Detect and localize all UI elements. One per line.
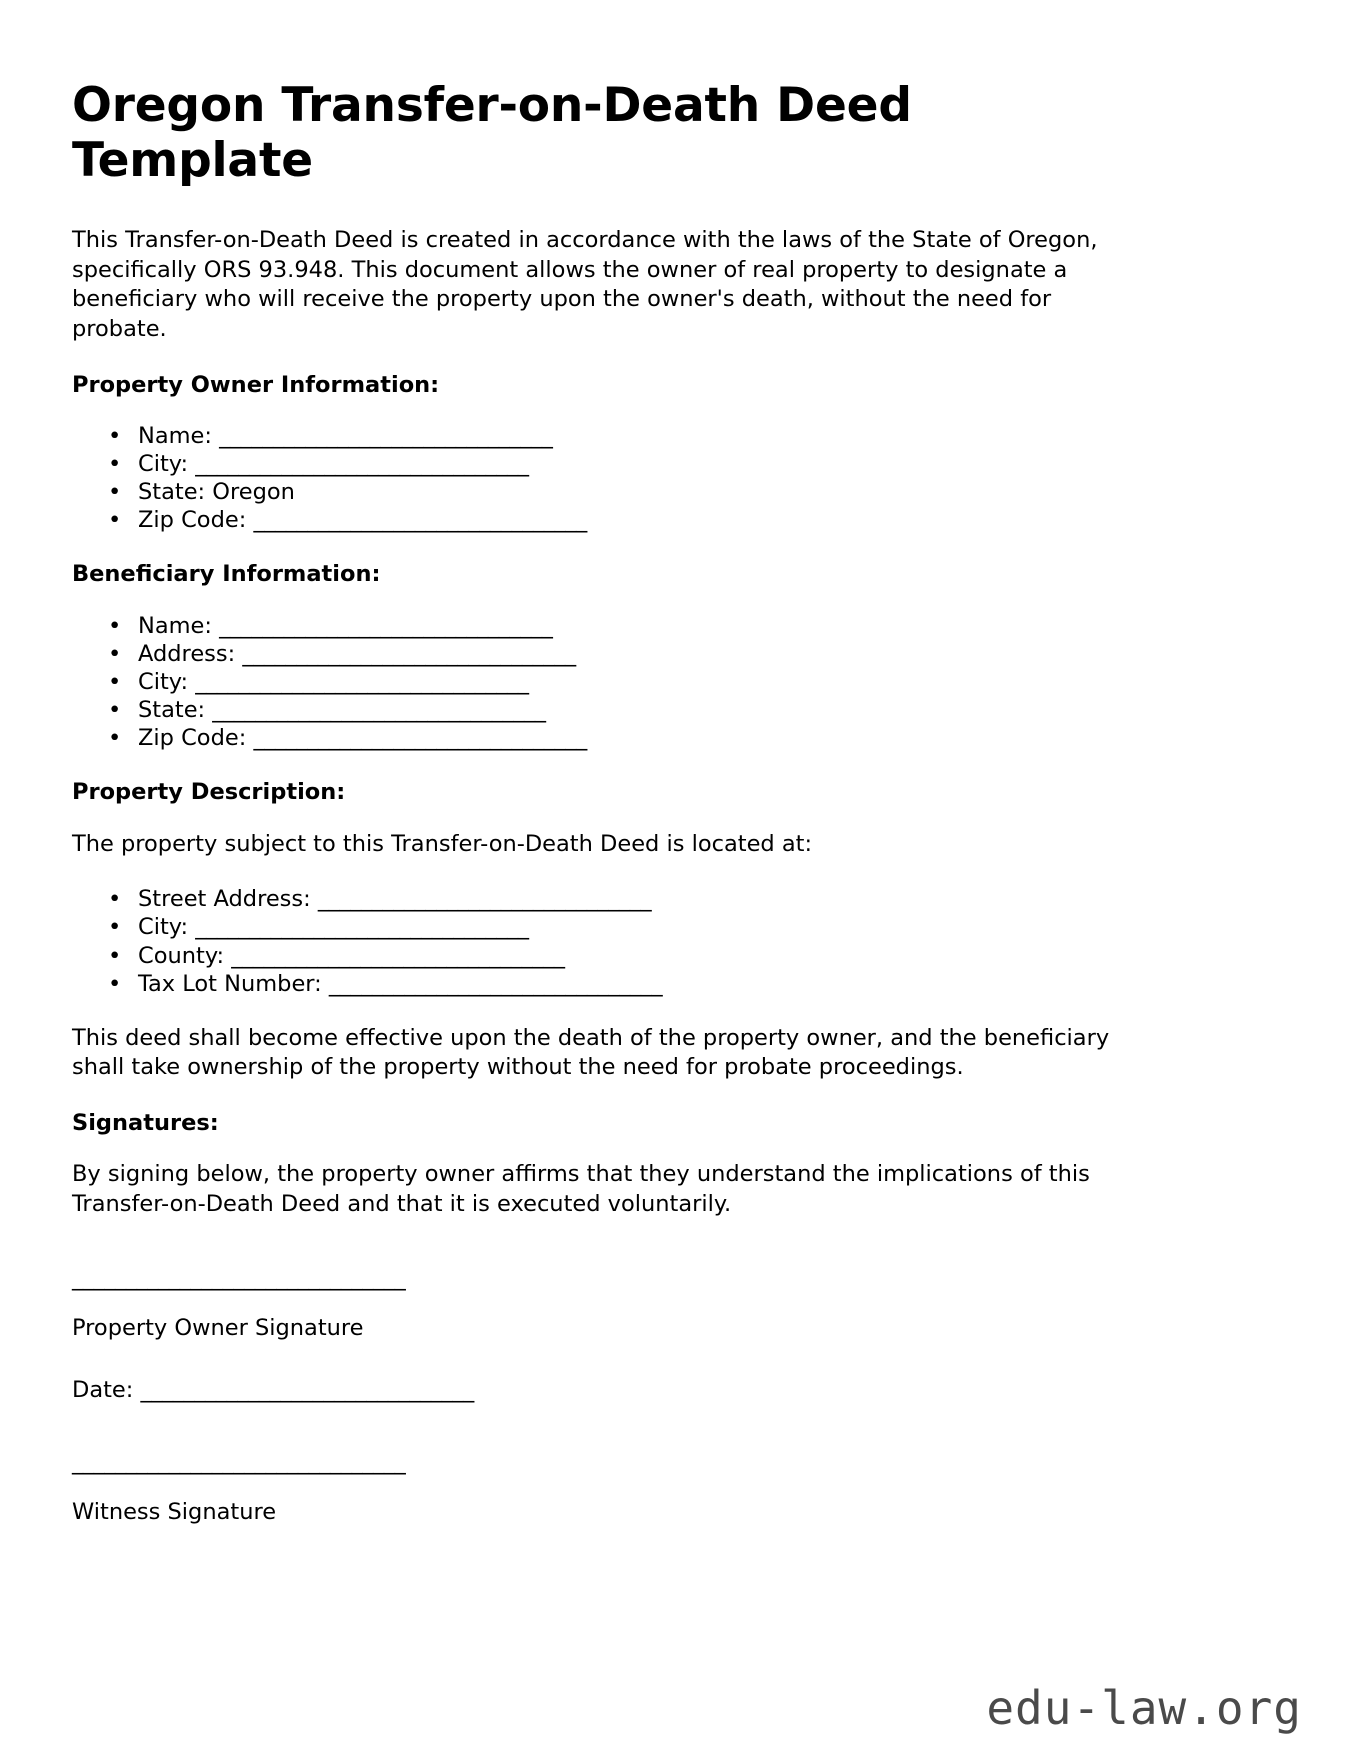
- field-blank[interactable]: _______________________________: [328, 970, 663, 997]
- list-item: [108, 970, 1290, 998]
- list-item: [108, 612, 1290, 640]
- field-label: State:: [138, 479, 206, 506]
- owner-section-heading: Property Owner Information:: [72, 371, 440, 398]
- field-label: Address:: [138, 640, 236, 667]
- field-blank[interactable]: _______________________________: [195, 668, 529, 695]
- field-blank[interactable]: _______________________________: [231, 942, 565, 969]
- field-blank[interactable]: _______________________________: [195, 451, 529, 478]
- owner-signature-label: Property Owner Signature: [72, 1314, 364, 1341]
- owner-date-row: [72, 1376, 1290, 1404]
- property-section-heading: Property Description:: [72, 779, 346, 806]
- owner-field-list: [72, 422, 1290, 535]
- list-item: [108, 450, 1290, 478]
- list-item: [108, 885, 1290, 913]
- list-item: [108, 506, 1290, 534]
- field-blank[interactable]: _______________________________: [317, 886, 652, 913]
- date-label: Date:: [72, 1377, 134, 1404]
- property-field-list: [72, 885, 1290, 998]
- beneficiary-section-heading: Beneficiary Information:: [72, 561, 381, 588]
- field-label: City:: [138, 451, 189, 478]
- field-label: Tax Lot Number:: [138, 970, 322, 997]
- signatures-section-heading: Signatures:: [72, 1110, 219, 1137]
- field-blank[interactable]: _______________________________: [212, 697, 546, 724]
- beneficiary-field-list: [72, 612, 1290, 753]
- list-item: [108, 422, 1290, 450]
- field-blank[interactable]: _______________________________: [195, 914, 529, 941]
- field-blank[interactable]: _______________________________: [219, 422, 553, 449]
- site-watermark: edu-law.org: [986, 1681, 1302, 1735]
- list-item: [108, 724, 1290, 752]
- field-label: Name:: [138, 612, 212, 639]
- field-label: County:: [138, 942, 225, 969]
- field-label: City:: [138, 914, 189, 941]
- page-title: Oregon Transfer-on-Death Deed Template: [72, 78, 912, 188]
- list-item: [108, 942, 1290, 970]
- effective-paragraph: This deed shall become effective upon the death of the property owner, and the beneficiary shall take ownership of the property without the need for probate proceedings.: [72, 1024, 1110, 1081]
- list-item: [108, 640, 1290, 668]
- field-blank[interactable]: _______________________________: [253, 725, 587, 752]
- list-item: [108, 913, 1290, 941]
- field-label: State:: [138, 697, 206, 724]
- witness-signature-line[interactable]: _______________________________: [72, 1449, 406, 1476]
- field-blank[interactable]: _______________________________: [219, 612, 553, 639]
- field-blank[interactable]: _______________________________: [253, 507, 587, 534]
- field-value: Oregon: [212, 479, 295, 506]
- property-intro-paragraph: The property subject to this Transfer-on-Death Deed is located at:: [72, 830, 813, 857]
- field-label: Zip Code:: [138, 507, 247, 534]
- date-blank[interactable]: _______________________________: [140, 1377, 474, 1404]
- field-blank[interactable]: _______________________________: [242, 640, 576, 667]
- intro-paragraph: This Transfer-on-Death Deed is created in accordance with the laws of the State of Oregon, specifically ORS 93.948. This document allows the owner of real property to designate a beneficiary who will receive the property upon the owner's death, without the need for probate.: [72, 226, 1098, 343]
- list-item: [108, 668, 1290, 696]
- list-item: [108, 696, 1290, 724]
- field-label: Name:: [138, 422, 212, 449]
- field-label: Zip Code:: [138, 725, 247, 752]
- field-label: City:: [138, 668, 189, 695]
- affirmation-paragraph: By signing below, the property owner affirms that they understand the implications of this Transfer-on-Death Deed and that it is executed voluntarily.: [72, 1161, 1090, 1218]
- list-item: [108, 478, 1290, 506]
- owner-signature-line[interactable]: _______________________________: [72, 1264, 406, 1291]
- field-label: Street Address:: [138, 886, 311, 913]
- witness-signature-label: Witness Signature: [72, 1499, 277, 1526]
